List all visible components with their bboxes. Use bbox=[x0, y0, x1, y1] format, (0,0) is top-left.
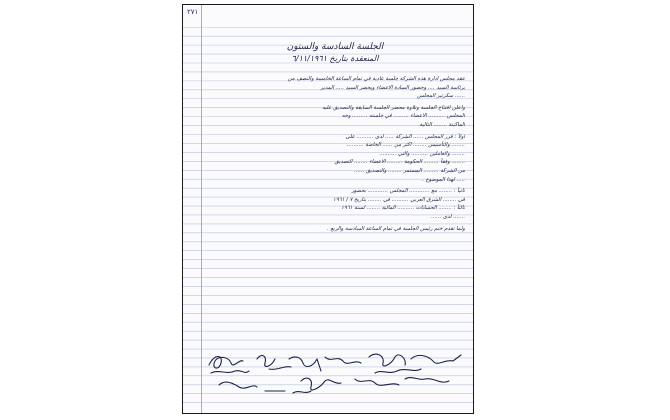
body-line: اولاً : قرر المجلس ...... الشركة ..... لدى .......... على bbox=[345, 133, 465, 140]
margin-line bbox=[201, 5, 202, 413]
body-line: عقد مجلس ادارة هذه الشركة جلسة عادية في تمام الساعة الخامسة والنصف من bbox=[287, 76, 465, 82]
body-line: برئاسة السيد .... وحضور السادة الاعضاء ويحضر السيد ..... المدير bbox=[320, 84, 465, 91]
body-line: ........ والتأسيس ........ اكثر من ...... الخاصة .......... bbox=[346, 142, 465, 149]
body-line: ولما تقدم ختم رئيس الجلسة في تمام الساعة السادسة والربع . bbox=[327, 225, 465, 232]
notebook-page bbox=[182, 4, 474, 414]
signatures bbox=[205, 349, 467, 401]
session-date: المنعقدة بتاريخ ٦/١١/١٩٦١ bbox=[291, 54, 379, 63]
body-line: واعلن افتتاح الجلسة وتلاوة محضر الجلسة السابقة والتصديق عليه bbox=[322, 104, 465, 111]
body-line: ........ والعاملين .......... والتي .......... bbox=[379, 150, 465, 157]
body-line: ثالثاً : ........ الحسابات .......... المالية ........ لسنة ١٩٦١ bbox=[341, 205, 465, 212]
body-line: ...... سكرتير المجلس bbox=[417, 93, 465, 100]
body-line: المجلس .......... الاعضاء ......... في جلسته ......... وجه bbox=[341, 113, 465, 120]
body-line: ثانياً : ........ مع ............ المجلس ............ بحضور bbox=[351, 188, 465, 195]
page-number: ٢٧١ bbox=[187, 8, 199, 16]
minutes-text bbox=[205, 41, 465, 233]
body-line: من الشركة ......... المستمر ........ والتصديق ...... bbox=[354, 167, 465, 174]
body-line: ..... لهذا الموضوع . bbox=[422, 176, 465, 183]
body-line: ........ وفقاً ......... الحكومة ......... الاعضاء ........ التصديق bbox=[334, 159, 465, 166]
body-line: الماكينة ........ التالية bbox=[419, 121, 465, 128]
session-title: الجلسة السادسة والستون bbox=[286, 42, 384, 52]
body-line: ....... لدى ...... bbox=[431, 213, 465, 220]
body-line: في ........ الشرق العربي .......... في ........ بتاريخ ٧ / ١٩٦١ bbox=[333, 196, 465, 203]
